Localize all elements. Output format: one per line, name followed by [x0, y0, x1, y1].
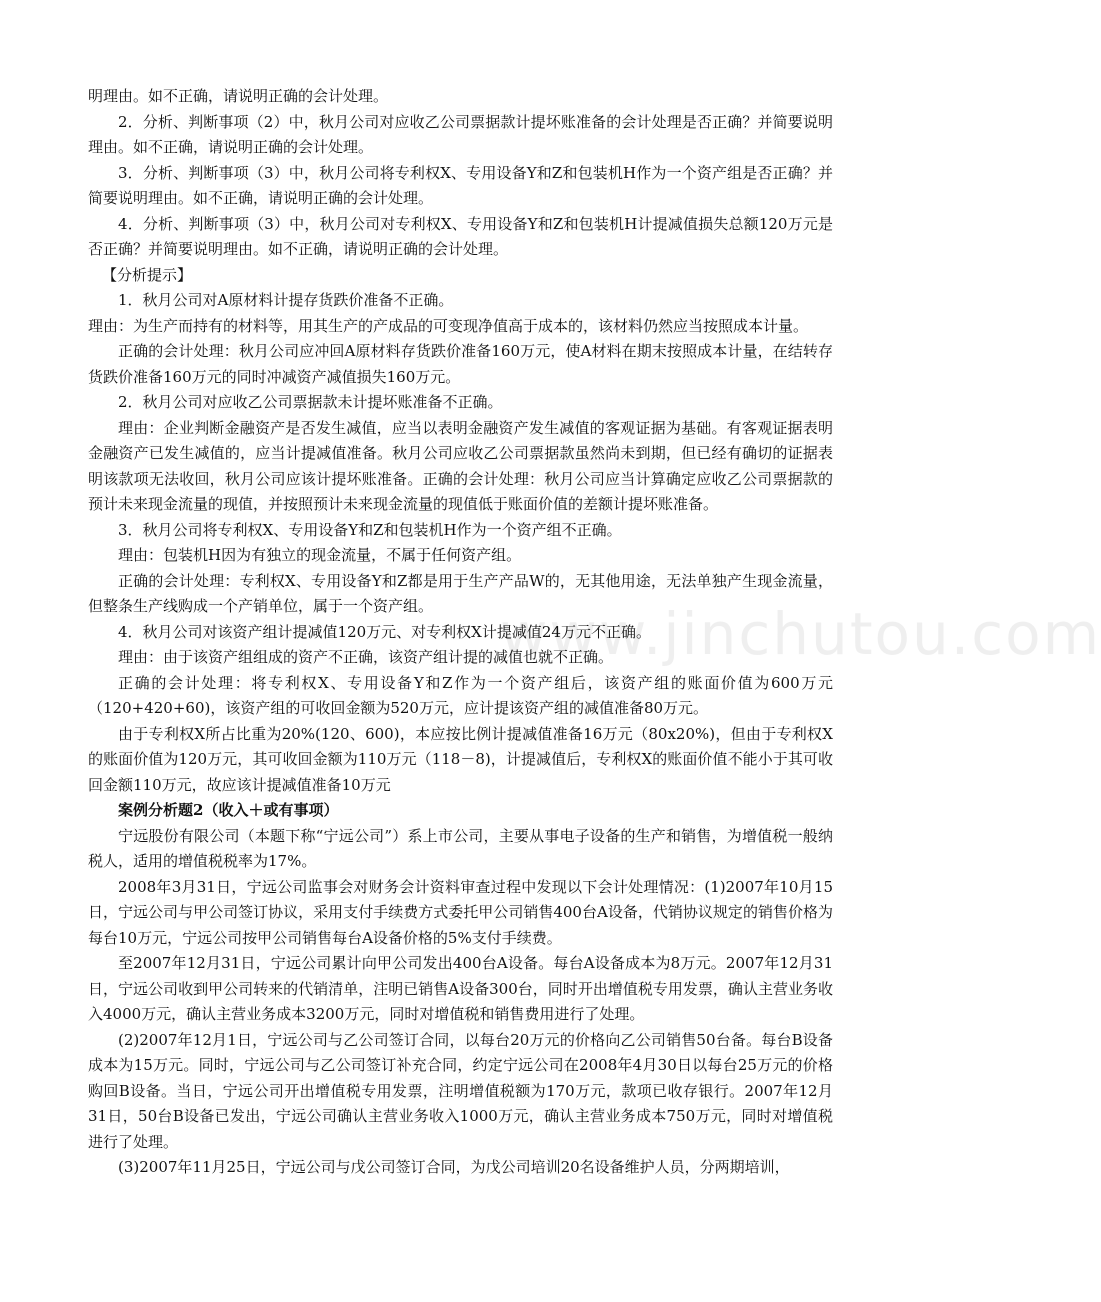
case-2-item-3: (3)2007年11月25日，宁远公司与戊公司签订合同，为戊公司培训20名设备维护人员，分两期培训，: [118, 1158, 790, 1176]
case-2-item-2: (2)2007年12月1日，宁远公司与乙公司签订合同，以每台20万元的价格向乙公司销售50台备。每台B设备成本为15万元。同时，宁远公司与乙公司签订补充合同，约定宁远公司在2008年4月30日以每台25万元的价格购回B设备。当日，宁远公司开出增值税专用发票，注明增值税额为170万元，款项已收存银行。2007年12月31日，50台B设备已发出，宁远公司确认主营业务收入1000万元，确认主营业务成本750万元，同时对增值税进行了处理。: [88, 1030, 833, 1151]
question-4: 4．分析、判断事项（3）中，秋月公司对专利权X、专用设备Y和Z和包装机H计提减值损失总额120万元是否正确？并简要说明理由。如不正确，请说明正确的会计处理。: [88, 214, 833, 258]
answer-2-reason: 理由：企业判断金融资产是否发生减值，应当以表明金融资产发生减值的客观证据为基础。有客观证据表明金融资产已发生减值的，应当计提减值准备。秋月公司应收乙公司票据款虽然尚未到期，但已经有确切的证据表明该款项无法收回，秋月公司应该计提坏账准备。正确的会计处理：秋月公司应当计算确定应收乙公司票据款的预计未来现金流量的现值，并按照预计未来现金流量的现值低于账面价值的差额计提坏账准备。: [88, 418, 833, 513]
watermark: www.jinchutou.com: [500, 600, 1101, 668]
answer-4-detail: 由于专利权X所占比重为20%(120、600)，本应按比例计提减值准备16万元（80x20%)，但由于专利权X的账面价值为120万元，其可收回金额为110万元（118－8)，计提减值后，专利权X的账面价值不能小于其可收回金额110万元，故应该计提减值准备10万元: [88, 724, 833, 794]
case-2-item-1-cont: 至2007年12月31日，宁远公司累计向甲公司发出400台A设备。每台A设备成本为8万元。2007年12月31日，宁远公司收到甲公司转来的代销清单，注明已销售A设备300台，同时开出增值税专用发票，确认主营业务收入4000万元，确认主营业务成本3200万元，同时对增值税和销售费用进行了处理。: [88, 954, 833, 1023]
answer-2: 2．秋月公司对应收乙公司票据款未计提坏账准备不正确。: [118, 393, 503, 411]
answer-1-reason: 理由：为生产而持有的材料等，用其生产的产成品的可变现净值高于成本的，该材料仍然应当按照成本计量。: [88, 316, 809, 335]
answer-1: 1．秋月公司对A原材料计提存货跌价准备不正确。: [118, 291, 454, 309]
answer-3-reason: 理由：包装机H因为有独立的现金流量，不属于任何资产组。: [118, 546, 522, 564]
paragraph: 明理由。如不正确，请说明正确的会计处理。: [88, 87, 389, 105]
question-3: 3．分析、判断事项（3）中，秋月公司将专利权X、专用设备Y和Z和包装机H作为一个资产组是否正确？并简要说明理由。如不正确，请说明正确的会计处理。: [88, 163, 833, 207]
document-body: [88, 84, 833, 1181]
answer-3-treatment: 正确的会计处理：专利权X、专用设备Y和Z都是用于生产产品W的，无其他用途，无法单独产生现金流量，但整条生产线购成一个产销单位，属于一个资产组。: [88, 571, 833, 615]
answer-3: 3．秋月公司将专利权X、专用设备Y和Z和包装机H作为一个资产组不正确。: [118, 520, 622, 539]
case-2-title: 案例分析题2（收入＋或有事项）: [118, 801, 339, 819]
case-2-intro: 宁远股份有限公司（本题下称“宁远公司”）系上市公司，主要从事电子设备的生产和销售，为增值税一般纳税人，适用的增值税税率为17%。: [88, 826, 833, 870]
question-2: 2．分析、判断事项（2）中，秋月公司对应收乙公司票据款计提坏账准备的会计处理是否正确？并简要说明理由。如不正确，请说明正确的会计处理。: [88, 112, 833, 156]
answer-4: 4．秋月公司对该资产组计提减值120万元、对专利权X计提减值24万元不正确。: [118, 622, 651, 641]
answer-1-treatment: 正确的会计处理：秋月公司应冲回A原材料存货跌价准备160万元，使A材料在期末按照成本计量，在结转存货跌价准备160万元的同时冲减资产减值损失160万元。: [88, 342, 833, 386]
case-2-item-1: 2008年3月31日，宁远公司监事会对财务会计资料审查过程中发现以下会计处理情况：(1)2007年10月15日，宁远公司与甲公司签订协议，采用支付手续费方式委托甲公司销售400台A设备，代销协议规定的销售价格为每台10万元，宁远公司按甲公司销售每台A设备价格的5%支付手续费。: [88, 877, 833, 947]
section-heading-analysis: 【分析提示】: [102, 265, 193, 284]
answer-4-treatment: 正确的会计处理：将专利权X、专用设备Y和Z作为一个资产组后，该资产组的账面价值为600万元（120+420+60)，该资产组的可收回金额为520万元，应计提该资产组的减值准备80万元。: [88, 673, 833, 717]
answer-4-reason: 理由：由于该资产组组成的资产不正确，该资产组计提的减值也就不正确。: [118, 648, 614, 666]
